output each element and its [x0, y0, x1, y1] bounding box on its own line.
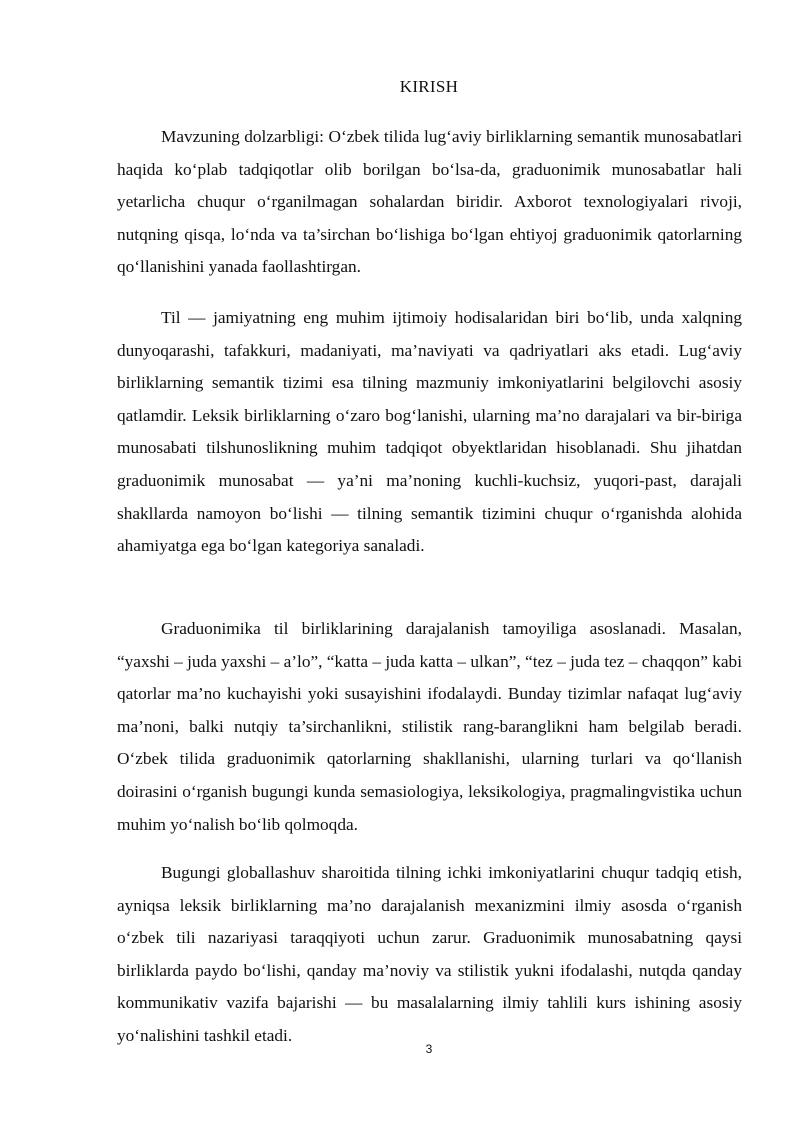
paragraph-relevance: Mavzuning dolzarbligi: O‘zbek tilida lug‘aviy birliklarning semantik munosabatlari haqida ko‘plab tadqiqotlar olib borilgan bo‘lsa-da, graduonimik munosabatlar hali yetarlicha chuqur o‘rganilmagan sohalardan biridir. Axborot texnologiyalari rivoji, nutqning qisqa, lo‘nda va ta’sirchan bo‘lishiga bo‘lgan ehtiyoj graduonimik qatorlarning qo‘llanishini yanada faollashtirgan.	[117, 127, 742, 277]
paragraph-gradation-examples: Graduonimika til birliklarining darajalanish tamoyiliga asoslanadi. Masalan, “yaxshi – juda yaxshi – a’lo”, “katta – juda katta – ulkan”, “tez – juda tez – chaqqon” kabi qatorlar ma’no kuchayishi yoki susayishini ifodalaydi. Bunday tizimlar nafaqat lug‘aviy ma’noni, balki nutqiy ta’sirchanlikni, stilistik rang-baranglikni ham belgilab beradi. O‘zbek tilida graduonimik qatorlarning shakllanishi, ularning turlari va qo‘llanish doirasini o‘rganish bugungi kunda semasiologiya, leksikologiya, pragmalingvistika uchun muhim yo‘nalish bo‘lib qolmoqda.	[117, 619, 742, 834]
page-number: 3	[425, 1042, 433, 1056]
paragraph-language-society: Til — jamiyatning eng muhim ijtimoiy hodisalaridan biri bo‘lib, unda xalqning dunyoqarashi, tafakkuri, madaniyati, ma’naviyati va qadriyatlari aks etadi. Lug‘aviy birliklarning semantik tizimi esa tilning mazmuniy imkoniyatlarini belgilovchi asosiy qatlamdir. Leksik birliklarning o‘zaro bog‘lanishi, ularning ma’no darajalari va bir-biriga munosabati tilshunoslikning muhim tadqiqot obyektlaridan hisoblanadi. Shu jihatdan graduonimik munosabat — ya’ni ma’noning kuchli-kuchsiz, yuqori-past, darajali shakllarda namoyon bo‘lishi — tilning semantik tizimini chuqur o‘rganishda alohida ahamiyatga ega bo‘lgan kategoriya sanaladi.	[117, 308, 742, 556]
section-heading: KIRISH	[399, 77, 459, 96]
paragraph-research-aim: Bugungi globallashuv sharoitida tilning ichki imkoniyatlarini chuqur tadqiq etish, ayniqsa leksik birliklarning ma’no darajalanish mexanizmini ilmiy asosda o‘rganish o‘zbek tili nazariyasi taraqqiyoti uchun zarur. Graduonimik munosabatning qaysi birliklarda paydo bo‘lishi, qanday ma’noviy va stilistik yukni ifodalashi, nutqda qanday kommunikativ vazifa bajarishi — bu masalalarning ilmiy tahlili kurs ishining asosiy yo‘nalishini tashkil etadi.	[117, 863, 742, 1045]
